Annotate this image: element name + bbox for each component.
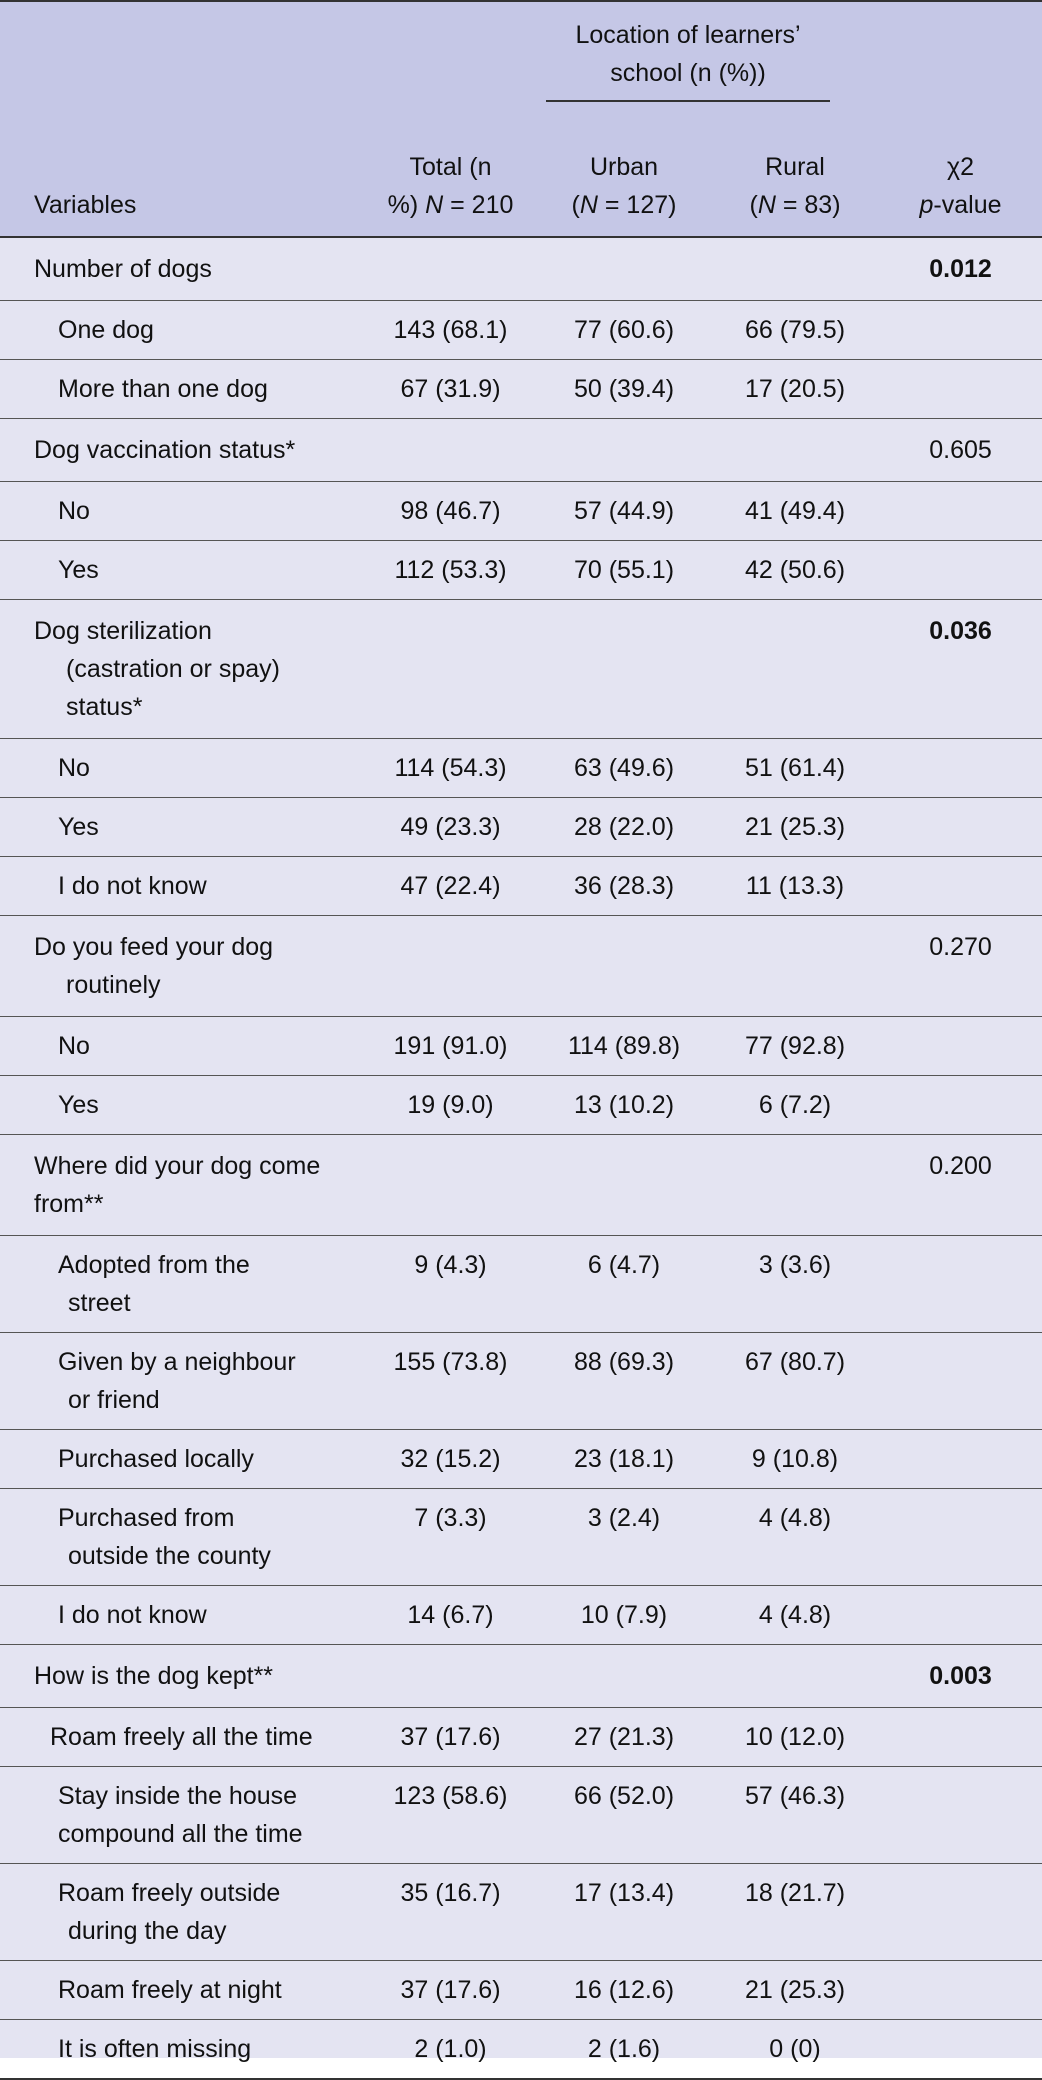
table-row [0,1961,1042,2020]
table-row [0,1135,1042,1236]
header-spacer-variables [0,1,364,109]
row-label: Yes [0,1076,364,1135]
row-urban: 13 (10.2) [537,1076,711,1135]
table-row [0,541,1042,600]
row-rural: 57 (46.3) [711,1767,879,1864]
header-rural-label: Rural [765,153,825,181]
table-row [0,1864,1042,1961]
table-row [0,739,1042,798]
row-total: 191 (91.0) [364,1017,537,1076]
table-row [0,1767,1042,1864]
row-urban: 70 (55.1) [537,541,711,600]
row-label: No [0,1017,364,1076]
row-label: I do not know [0,857,364,916]
row-rural: 4 (4.8) [711,1489,879,1586]
row-total: 37 (17.6) [364,1961,537,2020]
location-header-line1: Location of learners’ [575,21,801,49]
row-total: 67 (31.9) [364,360,537,419]
table-row [0,1430,1042,1489]
row-rural: 0 (0) [711,2020,879,2080]
row-urban: 50 (39.4) [537,360,711,419]
row-pvalue: 0.012 [879,237,1042,301]
row-urban: 3 (2.4) [537,1489,711,1586]
row-total: 32 (15.2) [364,1430,537,1489]
row-urban: 6 (4.7) [537,1236,711,1333]
row-rural: 21 (25.3) [711,1961,879,2020]
row-label: Roam freely at night [0,1961,364,2020]
header-urban [537,109,711,237]
row-label: Yes [0,798,364,857]
table-row [0,1489,1042,1586]
row-label: Roam freely outside during the day [0,1864,364,1961]
header-pvalue-label: p-value [919,191,1002,219]
table-row [0,419,1042,482]
row-rural: 10 (12.0) [711,1708,879,1767]
row-rural: 41 (49.4) [711,482,879,541]
row-label: Adopted from the street [0,1236,364,1333]
row-urban: 63 (49.6) [537,739,711,798]
row-label: I do not know [0,1586,364,1645]
table-row [0,857,1042,916]
row-rural: 11 (13.3) [711,857,879,916]
row-rural: 51 (61.4) [711,739,879,798]
row-label: No [0,739,364,798]
row-label: More than one dog [0,360,364,419]
header-total [364,109,537,237]
row-pvalue: 0.200 [879,1135,1042,1236]
row-rural: 17 (20.5) [711,360,879,419]
header-urban-n: (N = 127) [571,191,677,219]
row-total: 19 (9.0) [364,1076,537,1135]
row-rural: 6 (7.2) [711,1076,879,1135]
row-urban: 28 (22.0) [537,798,711,857]
row-urban: 23 (18.1) [537,1430,711,1489]
row-urban: 57 (44.9) [537,482,711,541]
row-rural: 66 (79.5) [711,301,879,360]
row-label: Do you feed your dog routinely [0,916,364,1017]
table-row [0,1076,1042,1135]
table-row [0,600,1042,739]
row-rural: 42 (50.6) [711,541,879,600]
row-total: 14 (6.7) [364,1586,537,1645]
row-label: Number of dogs [0,237,364,301]
row-total: 123 (58.6) [364,1767,537,1864]
row-urban: 88 (69.3) [537,1333,711,1430]
row-label: One dog [0,301,364,360]
row-total: 35 (16.7) [364,1864,537,1961]
row-total: 114 (54.3) [364,739,537,798]
row-pvalue: 0.605 [879,419,1042,482]
table-row [0,798,1042,857]
row-pvalue: 0.270 [879,916,1042,1017]
row-total: 98 (46.7) [364,482,537,541]
row-urban: 36 (28.3) [537,857,711,916]
row-label: Stay inside the house compound all the time [0,1767,364,1864]
row-rural: 9 (10.8) [711,1430,879,1489]
header-variables: Variables [0,109,364,237]
row-urban: 114 (89.8) [537,1017,711,1076]
header-rural [711,109,879,237]
table-row [0,2020,1042,2080]
table-row [0,482,1042,541]
row-label: No [0,482,364,541]
row-rural: 18 (21.7) [711,1864,879,1961]
row-label: Purchased locally [0,1430,364,1489]
header-rural-n: (N = 83) [749,191,841,219]
row-total: 47 (22.4) [364,857,537,916]
row-total: 7 (3.3) [364,1489,537,1586]
row-label: It is often missing [0,2020,364,2080]
table-row [0,1236,1042,1333]
row-label: Yes [0,541,364,600]
row-urban: 17 (13.4) [537,1864,711,1961]
row-rural: 67 (80.7) [711,1333,879,1430]
row-total: 9 (4.3) [364,1236,537,1333]
table-row [0,1586,1042,1645]
header-total-line2: %) N = 210 [387,191,514,219]
row-rural: 3 (3.6) [711,1236,879,1333]
row-urban: 16 (12.6) [537,1961,711,2020]
row-total: 155 (73.8) [364,1333,537,1430]
table-row [0,237,1042,301]
row-label: Dog vaccination status* [0,419,364,482]
row-urban: 10 (7.9) [537,1586,711,1645]
table-row [0,1708,1042,1767]
row-pvalue: 0.036 [879,600,1042,739]
row-rural: 77 (92.8) [711,1017,879,1076]
table-body [0,237,1042,2079]
row-label: Roam freely all the time [0,1708,364,1767]
row-label: Dog sterilization (castration or spay) status* [0,600,364,739]
row-label: How is the dog kept** [0,1645,364,1708]
row-urban: 77 (60.6) [537,301,711,360]
header-chi-label: χ2 [947,153,975,181]
header-total-line1: Total (n [409,153,492,181]
header-spacer-total [364,1,537,109]
header-spacer-pvalue [879,1,1042,109]
row-total: 37 (17.6) [364,1708,537,1767]
header-chi-square [879,109,1042,237]
location-group-header [537,1,879,109]
row-total: 49 (23.3) [364,798,537,857]
row-label: Purchased from outside the county [0,1489,364,1586]
row-rural: 21 (25.3) [711,798,879,857]
table-header [0,1,1042,237]
table-row [0,301,1042,360]
row-urban: 27 (21.3) [537,1708,711,1767]
row-urban: 2 (1.6) [537,2020,711,2080]
row-pvalue: 0.003 [879,1645,1042,1708]
table-row [0,1333,1042,1430]
row-urban: 66 (52.0) [537,1767,711,1864]
table-row [0,1017,1042,1076]
table-row [0,916,1042,1017]
row-rural: 4 (4.8) [711,1586,879,1645]
row-label: Where did your dog come from** [0,1135,364,1236]
table-row [0,1645,1042,1708]
row-total: 143 (68.1) [364,301,537,360]
location-header-line2: school (n (%)) [610,59,766,87]
table-row [0,360,1042,419]
row-total: 2 (1.0) [364,2020,537,2080]
row-label: Given by a neighbour or friend [0,1333,364,1430]
row-total: 112 (53.3) [364,541,537,600]
header-urban-label: Urban [589,153,659,181]
